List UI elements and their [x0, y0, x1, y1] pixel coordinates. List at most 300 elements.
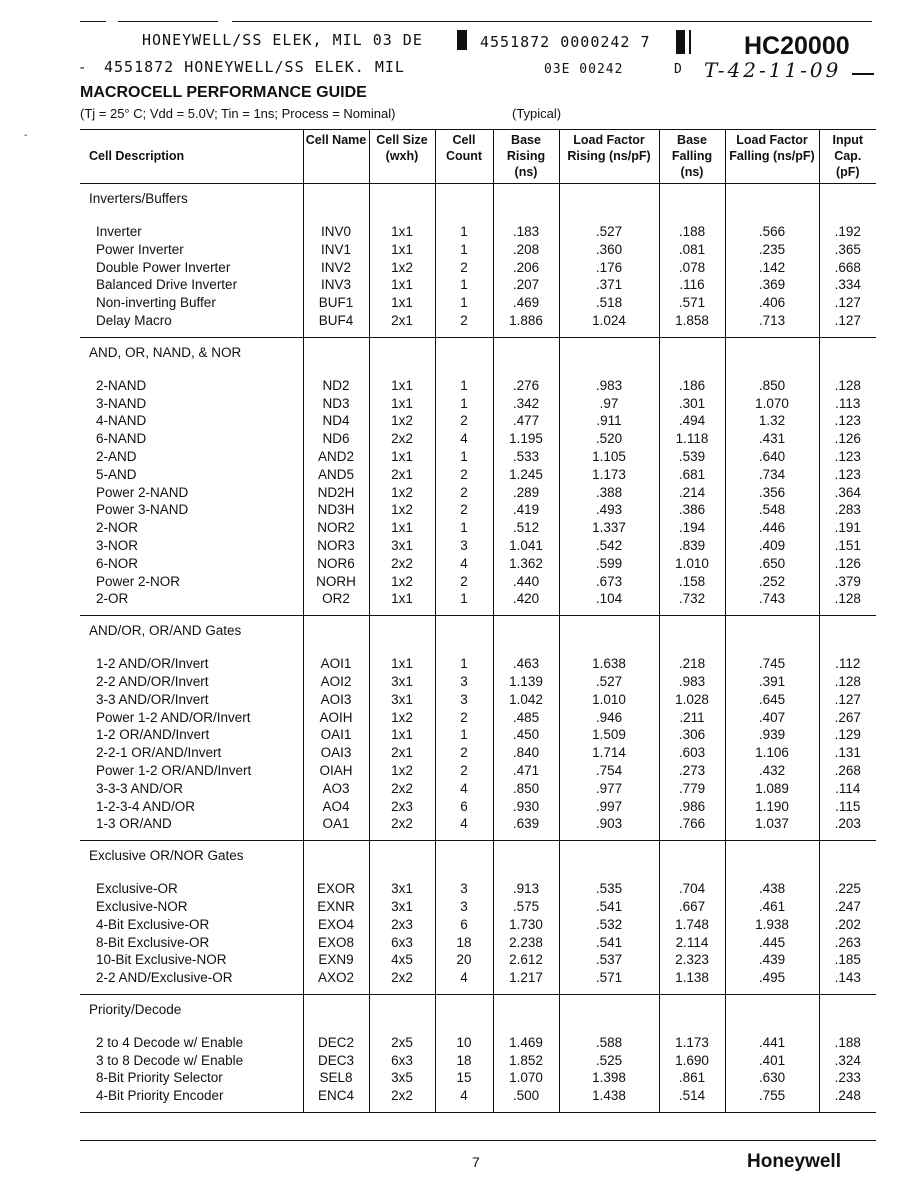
empty-cell — [493, 994, 559, 1025]
empty-cell — [819, 337, 876, 368]
table-row — [80, 655, 876, 673]
cell-description: Power Inverter — [96, 241, 184, 257]
base-falling: .158 — [659, 573, 725, 591]
column-header: Cell Name — [303, 130, 369, 184]
base-falling: .214 — [659, 484, 725, 502]
load-factor-rising: 1.714 — [559, 744, 659, 762]
empty-cell — [559, 646, 659, 655]
table-row — [80, 294, 876, 312]
empty-cell — [493, 646, 559, 655]
empty-cell — [435, 841, 493, 872]
empty-cell — [493, 871, 559, 880]
empty-cell — [493, 833, 559, 841]
cell-count: 2 — [435, 573, 493, 591]
empty-cell — [493, 616, 559, 647]
brand-logo: Honeywell — [747, 1151, 841, 1172]
empty-cell — [435, 646, 493, 655]
empty-cell — [659, 994, 725, 1025]
base-rising: .440 — [493, 573, 559, 591]
base-rising: 2.612 — [493, 951, 559, 969]
dash-mark — [852, 73, 874, 75]
empty-cell — [725, 841, 819, 872]
base-falling: 1.010 — [659, 555, 725, 573]
input-cap: .143 — [819, 969, 876, 987]
spacer-row — [80, 1025, 876, 1034]
load-factor-falling: 1.938 — [725, 916, 819, 934]
load-factor-rising: .977 — [559, 780, 659, 798]
load-factor-falling: .630 — [725, 1069, 819, 1087]
load-factor-falling: .356 — [725, 484, 819, 502]
table-row — [80, 484, 876, 502]
load-factor-falling: .235 — [725, 241, 819, 259]
cell-name: NOR3 — [303, 537, 369, 555]
base-falling: 1.748 — [659, 916, 725, 934]
base-falling: .494 — [659, 412, 725, 430]
load-factor-falling: .407 — [725, 709, 819, 727]
cell-count: 1 — [435, 223, 493, 241]
base-rising: .639 — [493, 815, 559, 833]
cell-name: INV1 — [303, 241, 369, 259]
empty-cell — [369, 616, 435, 647]
group-end-row — [80, 833, 876, 841]
empty-cell — [80, 214, 303, 223]
input-cap: .129 — [819, 726, 876, 744]
cell-size: 2x2 — [369, 969, 435, 987]
input-cap: .126 — [819, 555, 876, 573]
cell-description: 3-NOR — [96, 537, 139, 553]
empty-cell — [493, 1105, 559, 1113]
cell-size: 2x2 — [369, 815, 435, 833]
cell-size: 3x1 — [369, 880, 435, 898]
base-falling: .986 — [659, 798, 725, 816]
load-factor-rising: .571 — [559, 969, 659, 987]
cell-name: ND3 — [303, 395, 369, 413]
load-factor-falling: .391 — [725, 673, 819, 691]
base-falling: .218 — [659, 655, 725, 673]
cell-size: 3x1 — [369, 898, 435, 916]
cell-description: 4-Bit Priority Encoder — [96, 1088, 224, 1104]
load-factor-falling: 1.190 — [725, 798, 819, 816]
input-cap: .126 — [819, 430, 876, 448]
input-cap: .202 — [819, 916, 876, 934]
group-title: AND/OR, OR/AND Gates — [89, 623, 242, 639]
load-factor-falling: .438 — [725, 880, 819, 898]
load-factor-falling: .566 — [725, 223, 819, 241]
empty-cell — [493, 330, 559, 338]
table-row — [80, 223, 876, 241]
empty-cell — [659, 368, 725, 377]
cell-count: 18 — [435, 934, 493, 952]
input-cap: .115 — [819, 798, 876, 816]
input-cap: .263 — [819, 934, 876, 952]
cell-size: 3x1 — [369, 673, 435, 691]
load-factor-rising: .97 — [559, 395, 659, 413]
table-row — [80, 430, 876, 448]
base-rising: .469 — [493, 294, 559, 312]
empty-cell — [80, 330, 303, 338]
base-falling: .571 — [659, 294, 725, 312]
cell-name: EXN9 — [303, 951, 369, 969]
cell-size: 1x1 — [369, 590, 435, 608]
base-falling: .116 — [659, 276, 725, 294]
header-line-1: HONEYWELL/SS ELEK, MIL 03 DE — [142, 31, 423, 49]
load-factor-falling: .445 — [725, 934, 819, 952]
table-row — [80, 466, 876, 484]
cell-size: 3x1 — [369, 537, 435, 555]
table-row — [80, 798, 876, 816]
empty-cell — [659, 841, 725, 872]
table-row — [80, 1034, 876, 1052]
table-row — [80, 412, 876, 430]
empty-cell — [559, 214, 659, 223]
load-factor-rising: .535 — [559, 880, 659, 898]
cell-size: 2x3 — [369, 916, 435, 934]
load-factor-falling: .743 — [725, 590, 819, 608]
empty-cell — [303, 337, 369, 368]
empty-cell — [819, 646, 876, 655]
cell-size: 2x1 — [369, 744, 435, 762]
page-number: 7 — [472, 1154, 480, 1170]
table-row — [80, 815, 876, 833]
empty-cell — [369, 833, 435, 841]
cell-size: 1x1 — [369, 519, 435, 537]
input-cap: .233 — [819, 1069, 876, 1087]
base-falling: .514 — [659, 1087, 725, 1105]
empty-cell — [435, 184, 493, 215]
empty-cell — [369, 608, 435, 616]
base-falling: .539 — [659, 448, 725, 466]
empty-cell — [435, 833, 493, 841]
table-row — [80, 377, 876, 395]
load-factor-falling: .252 — [725, 573, 819, 591]
base-rising: .913 — [493, 880, 559, 898]
group-end-row — [80, 330, 876, 338]
load-factor-falling: .409 — [725, 537, 819, 555]
load-factor-falling: .401 — [725, 1052, 819, 1070]
cell-size: 1x2 — [369, 573, 435, 591]
cell-count: 2 — [435, 312, 493, 330]
cell-name: DEC3 — [303, 1052, 369, 1070]
base-rising: 1.886 — [493, 312, 559, 330]
empty-cell — [659, 616, 725, 647]
empty-cell — [369, 987, 435, 995]
column-header: Base Rising (ns) — [493, 130, 559, 184]
cell-description: Power 1-2 AND/OR/Invert — [96, 709, 251, 725]
cell-count: 4 — [435, 430, 493, 448]
group-end-row — [80, 608, 876, 616]
base-falling: .983 — [659, 673, 725, 691]
cell-description: 1-2 AND/OR/Invert — [96, 656, 209, 672]
cell-count: 2 — [435, 762, 493, 780]
base-falling: 1.690 — [659, 1052, 725, 1070]
input-cap: .247 — [819, 898, 876, 916]
load-factor-rising: .360 — [559, 241, 659, 259]
load-factor-rising: .537 — [559, 951, 659, 969]
base-rising: 1.730 — [493, 916, 559, 934]
base-falling: .681 — [659, 466, 725, 484]
cell-name: NOR2 — [303, 519, 369, 537]
table-row — [80, 519, 876, 537]
base-falling: 2.114 — [659, 934, 725, 952]
cell-count: 1 — [435, 294, 493, 312]
column-header: Cell Count — [435, 130, 493, 184]
empty-cell — [725, 646, 819, 655]
group-header-row — [80, 184, 876, 215]
load-factor-rising: .525 — [559, 1052, 659, 1070]
group-header-row — [80, 841, 876, 872]
empty-cell — [303, 841, 369, 872]
column-header: Input Cap. (pF) — [819, 130, 876, 184]
table-row — [80, 691, 876, 709]
empty-cell — [369, 184, 435, 215]
cell-description: 2-2-1 OR/AND/Invert — [96, 745, 222, 761]
cell-size: 2x2 — [369, 430, 435, 448]
table-row — [80, 573, 876, 591]
cell-description: Double Power Inverter — [96, 259, 231, 275]
load-factor-rising: 1.337 — [559, 519, 659, 537]
spacer-row — [80, 368, 876, 377]
empty-cell — [369, 841, 435, 872]
empty-cell — [303, 1025, 369, 1034]
cell-count: 18 — [435, 1052, 493, 1070]
cell-name: OAI1 — [303, 726, 369, 744]
base-rising: 1.362 — [493, 555, 559, 573]
input-cap: .151 — [819, 537, 876, 555]
load-factor-falling: .431 — [725, 430, 819, 448]
cell-description: Power 3-NAND — [96, 502, 189, 518]
load-factor-rising: .997 — [559, 798, 659, 816]
empty-cell — [819, 184, 876, 215]
empty-cell — [303, 616, 369, 647]
load-factor-falling: .495 — [725, 969, 819, 987]
handwritten-note: T-42-11-09 — [704, 58, 842, 82]
table-row — [80, 934, 876, 952]
input-cap: .127 — [819, 294, 876, 312]
cell-name: INV2 — [303, 259, 369, 277]
base-falling: .078 — [659, 259, 725, 277]
group-end-row — [80, 987, 876, 995]
base-falling: .861 — [659, 1069, 725, 1087]
empty-cell — [493, 841, 559, 872]
load-factor-falling: .439 — [725, 951, 819, 969]
load-factor-rising: .541 — [559, 898, 659, 916]
load-factor-rising: .520 — [559, 430, 659, 448]
cell-description: 3 to 8 Decode w/ Enable — [96, 1052, 244, 1068]
table-row — [80, 590, 876, 608]
table-row — [80, 1052, 876, 1070]
base-falling: .188 — [659, 223, 725, 241]
cell-count: 4 — [435, 780, 493, 798]
input-cap: .128 — [819, 590, 876, 608]
load-factor-falling: 1.089 — [725, 780, 819, 798]
empty-cell — [725, 1025, 819, 1034]
cell-name: NOR6 — [303, 555, 369, 573]
table-row — [80, 395, 876, 413]
cell-count: 2 — [435, 259, 493, 277]
cell-name: INV3 — [303, 276, 369, 294]
input-cap: .113 — [819, 395, 876, 413]
cell-size: 3x5 — [369, 1069, 435, 1087]
cell-size: 2x1 — [369, 466, 435, 484]
load-factor-rising: .104 — [559, 590, 659, 608]
base-rising: .463 — [493, 655, 559, 673]
load-factor-rising: .527 — [559, 223, 659, 241]
load-factor-rising: 1.010 — [559, 691, 659, 709]
top-rule — [80, 21, 106, 22]
base-rising: .207 — [493, 276, 559, 294]
base-rising: .512 — [493, 519, 559, 537]
input-cap: .131 — [819, 744, 876, 762]
empty-cell — [559, 871, 659, 880]
empty-cell — [659, 608, 725, 616]
input-cap: .248 — [819, 1087, 876, 1105]
base-falling: .194 — [659, 519, 725, 537]
load-factor-rising: 1.438 — [559, 1087, 659, 1105]
dash-mark: - — [78, 60, 87, 76]
empty-cell — [369, 646, 435, 655]
load-factor-rising: .903 — [559, 815, 659, 833]
input-cap: .225 — [819, 880, 876, 898]
cell-name: AOI3 — [303, 691, 369, 709]
group-title: Exclusive OR/NOR Gates — [89, 848, 244, 864]
cell-name: EXO4 — [303, 916, 369, 934]
empty-cell — [659, 214, 725, 223]
top-rule — [232, 21, 872, 22]
input-cap: .127 — [819, 312, 876, 330]
empty-cell — [369, 1025, 435, 1034]
load-factor-rising: 1.024 — [559, 312, 659, 330]
cell-count: 2 — [435, 466, 493, 484]
cell-count: 1 — [435, 726, 493, 744]
group-end-row — [80, 1105, 876, 1113]
cell-name: ND4 — [303, 412, 369, 430]
input-cap: .364 — [819, 484, 876, 502]
empty-cell — [725, 184, 819, 215]
cell-count: 6 — [435, 798, 493, 816]
cell-count: 1 — [435, 590, 493, 608]
cell-count: 2 — [435, 709, 493, 727]
empty-cell — [435, 368, 493, 377]
input-cap: .112 — [819, 655, 876, 673]
base-falling: 1.028 — [659, 691, 725, 709]
cell-size: 6x3 — [369, 934, 435, 952]
empty-cell — [819, 616, 876, 647]
page-title: MACROCELL PERFORMANCE GUIDE — [80, 84, 367, 101]
empty-cell — [559, 368, 659, 377]
cell-name: AO4 — [303, 798, 369, 816]
base-falling: .301 — [659, 395, 725, 413]
cell-count: 6 — [435, 916, 493, 934]
empty-cell — [819, 1025, 876, 1034]
input-cap: .192 — [819, 223, 876, 241]
base-rising: .206 — [493, 259, 559, 277]
cell-name: EXOR — [303, 880, 369, 898]
load-factor-falling: .939 — [725, 726, 819, 744]
load-factor-rising: .983 — [559, 377, 659, 395]
group-header-row — [80, 994, 876, 1025]
empty-cell — [493, 368, 559, 377]
load-factor-rising: .911 — [559, 412, 659, 430]
empty-cell — [559, 833, 659, 841]
base-falling: .081 — [659, 241, 725, 259]
load-factor-rising: .493 — [559, 501, 659, 519]
cell-size: 3x1 — [369, 691, 435, 709]
table-row — [80, 276, 876, 294]
base-falling: .386 — [659, 501, 725, 519]
base-rising: 1.041 — [493, 537, 559, 555]
cell-description: 6-NOR — [96, 555, 139, 571]
cell-size: 2x2 — [369, 780, 435, 798]
base-falling: .603 — [659, 744, 725, 762]
column-header: Cell Size (wxh) — [369, 130, 435, 184]
table-row — [80, 673, 876, 691]
cell-description: Exclusive-OR — [96, 881, 178, 897]
input-cap: .324 — [819, 1052, 876, 1070]
cell-description: Inverter — [96, 224, 142, 239]
empty-cell — [659, 337, 725, 368]
base-falling: .273 — [659, 762, 725, 780]
table-body — [80, 184, 876, 1113]
table-row — [80, 726, 876, 744]
cell-description: 2 to 4 Decode w/ Enable — [96, 1034, 244, 1050]
table-row — [80, 744, 876, 762]
base-falling: .306 — [659, 726, 725, 744]
empty-cell — [369, 871, 435, 880]
cell-name: OAI3 — [303, 744, 369, 762]
cell-size: 4x5 — [369, 951, 435, 969]
empty-cell — [303, 646, 369, 655]
empty-cell — [369, 214, 435, 223]
load-factor-falling: .548 — [725, 501, 819, 519]
base-rising: .276 — [493, 377, 559, 395]
cell-count: 2 — [435, 484, 493, 502]
cell-size: 1x1 — [369, 294, 435, 312]
cell-name: AOIH — [303, 709, 369, 727]
base-rising: .419 — [493, 501, 559, 519]
empty-cell — [659, 987, 725, 995]
load-factor-falling: .441 — [725, 1034, 819, 1052]
cell-description: Power 1-2 OR/AND/Invert — [96, 762, 252, 778]
empty-cell — [725, 608, 819, 616]
empty-cell — [559, 330, 659, 338]
table-header-row — [80, 130, 876, 184]
base-falling: .839 — [659, 537, 725, 555]
base-rising: .208 — [493, 241, 559, 259]
cell-name: BUF4 — [303, 312, 369, 330]
cell-name: AND2 — [303, 448, 369, 466]
empty-cell — [80, 987, 303, 995]
empty-cell — [819, 214, 876, 223]
empty-cell — [80, 871, 303, 880]
empty-cell — [435, 214, 493, 223]
cell-count: 10 — [435, 1034, 493, 1052]
empty-cell — [725, 616, 819, 647]
load-factor-rising: .588 — [559, 1034, 659, 1052]
cell-name: AXO2 — [303, 969, 369, 987]
base-rising: .485 — [493, 709, 559, 727]
input-cap: .128 — [819, 377, 876, 395]
cell-description: 1-2 OR/AND/Invert — [96, 727, 210, 743]
table-row — [80, 259, 876, 277]
empty-cell — [493, 214, 559, 223]
empty-cell — [303, 833, 369, 841]
input-cap: .128 — [819, 673, 876, 691]
table-row — [80, 969, 876, 987]
cell-name: OA1 — [303, 815, 369, 833]
base-rising: .850 — [493, 780, 559, 798]
empty-cell — [819, 994, 876, 1025]
load-factor-rising: .754 — [559, 762, 659, 780]
